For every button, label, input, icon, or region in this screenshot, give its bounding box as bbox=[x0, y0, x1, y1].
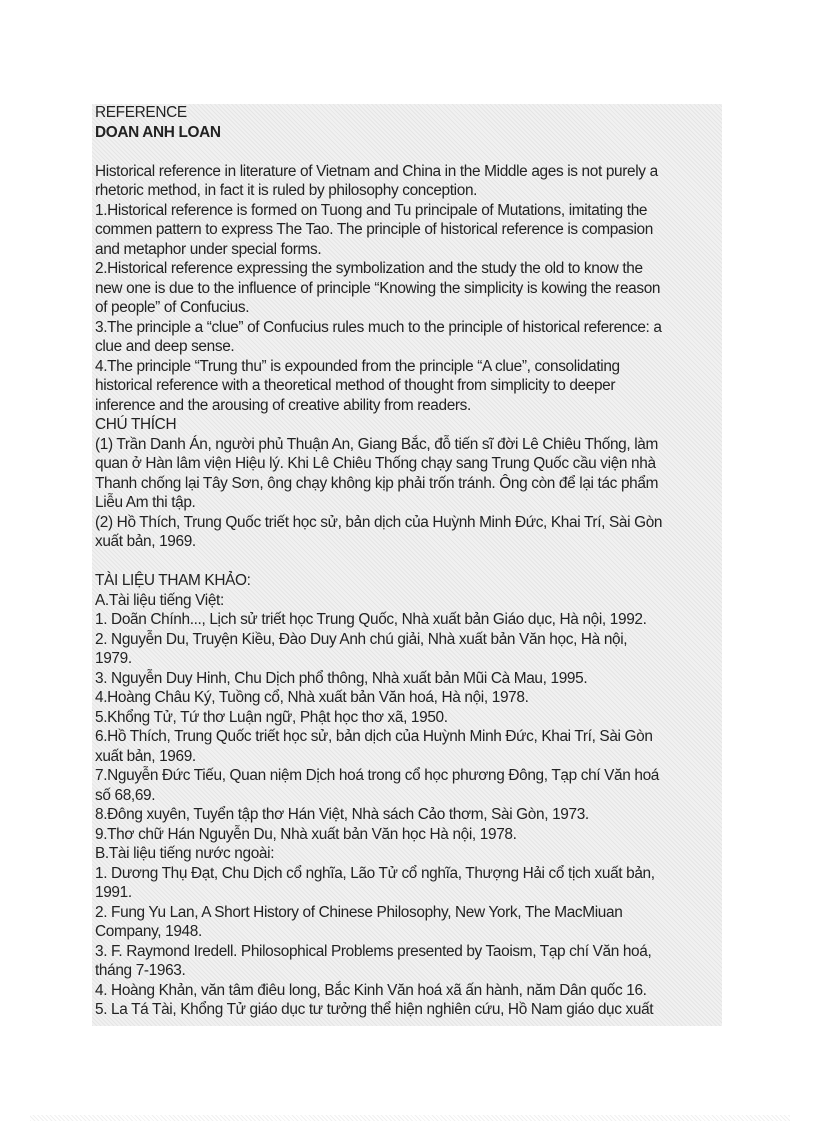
text-line: 3. Nguyễn Duy Hinh, Chu Dịch phổ thông, Nhà xuất bản Mũi Cà Mau, 1995. bbox=[95, 669, 588, 687]
note-2 bbox=[95, 513, 725, 552]
section-a-title: A.Tài liệu tiếng Việt: bbox=[95, 591, 224, 609]
text-line: Company, 1948. bbox=[95, 923, 202, 940]
text-line: (2) Hồ Thích, Trung Quốc triết học sử, bản dịch của Huỳnh Minh Đức, Khai Trí, Sài Gòn bbox=[95, 513, 663, 531]
reference-a-3 bbox=[95, 669, 725, 689]
abstract-point-1 bbox=[95, 201, 725, 260]
text-line: (1) Trần Danh Án, người phủ Thuận An, Giang Bắc, đỗ tiến sĩ đời Lê Chiêu Thống, làm bbox=[95, 435, 658, 453]
reference-label: REFERENCE bbox=[95, 104, 187, 121]
section-b-title: B.Tài liệu tiếng nước ngoài: bbox=[95, 845, 275, 862]
text-line: 4.The principle “Trung thu” is expounded from the principle “A clue”, consolidating bbox=[95, 357, 620, 375]
text-line: 2. Fung Yu Lan, A Short History of Chinese Philosophy, New York, The MacMiuan bbox=[95, 903, 623, 921]
text-line: số 68,69. bbox=[95, 786, 156, 804]
text-line: xuất bản, 1969. bbox=[95, 747, 196, 765]
abstract-point-4 bbox=[95, 357, 725, 416]
notes-heading: CHÚ THÍCH bbox=[95, 416, 177, 433]
reference-b-1 bbox=[95, 864, 725, 903]
abstract-intro bbox=[95, 162, 725, 201]
text-line: rhetoric method, in fact it is ruled by philosophy conception. bbox=[95, 182, 478, 199]
text-line: 2. Nguyễn Du, Truyện Kiều, Đào Duy Anh chú giải, Nhà xuất bản Văn học, Hà nội, bbox=[95, 630, 628, 648]
spacer bbox=[95, 142, 725, 162]
text-line: 6.Hồ Thích, Trung Quốc triết học sử, bản dịch của Huỳnh Minh Đức, Khai Trí, Sài Gòn bbox=[95, 728, 653, 745]
spacer bbox=[95, 552, 725, 572]
text-line: 8.Đông xuyên, Tuyển tập thơ Hán Việt, Nhà sách Cảo thơm, Sài Gòn, 1973. bbox=[95, 806, 589, 823]
text-line: 4.Hoàng Châu Ký, Tuồng cổ, Nhà xuất bản Văn hoá, Hà nội, 1978. bbox=[95, 689, 529, 706]
reference-a-2 bbox=[95, 630, 725, 669]
reference-b-5 bbox=[95, 1000, 725, 1020]
abstract-point-3 bbox=[95, 318, 725, 357]
text-line: Thanh chống lại Tây Sơn, ông chạy không kịp phải trốn tránh. Ông còn để lại tác phẩm bbox=[95, 474, 659, 492]
text-line: new one is due to the influence of principle “Knowing the simplicity is kowing the reason bbox=[95, 279, 661, 297]
reference-a-9 bbox=[95, 825, 725, 845]
text-line: inference and the arousing of creative ability from readers. bbox=[95, 396, 471, 414]
text-line: 3. F. Raymond Iredell. Philosophical Problems presented by Taoism, Tạp chí Văn hoá, bbox=[95, 942, 652, 960]
text-line: 1979. bbox=[95, 650, 132, 667]
reference-a-5 bbox=[95, 708, 725, 728]
text-line: clue and deep sense. bbox=[95, 338, 235, 355]
text-line: 7.Nguyễn Đức Tiếu, Quan niệm Dịch hoá trong cổ học phương Đông, Tạp chí Văn hoá bbox=[95, 767, 660, 784]
reference-b-2 bbox=[95, 903, 725, 942]
reference-a-1 bbox=[95, 610, 725, 630]
reference-b-3 bbox=[95, 942, 725, 981]
text-line: 2.Historical reference expressing the symbolization and the study the old to know the bbox=[95, 260, 643, 277]
text-line: Liễu Am thi tập. bbox=[95, 494, 196, 511]
abstract-point-2 bbox=[95, 259, 725, 318]
author-name: DOAN ANH LOAN bbox=[95, 123, 221, 141]
reference-a-4 bbox=[95, 688, 725, 708]
note-1 bbox=[95, 435, 725, 513]
text-line: quan ở Hàn lâm viện Hiệu lý. Khi Lê Chiêu Thống chạy sang Trung Quốc cầu viện nhà bbox=[95, 455, 656, 472]
text-line: 1. Doãn Chính..., Lịch sử triết học Trung Quốc, Nhà xuất bản Giáo dục, Hà nội, 1992. bbox=[95, 611, 647, 628]
document-content bbox=[95, 103, 725, 1020]
text-line: 5.Khổng Tử, Tứ thơ Luận ngữ, Phật học thơ xã, 1950. bbox=[95, 708, 448, 726]
reference-a-8 bbox=[95, 805, 725, 825]
text-line: 9.Thơ chữ Hán Nguyễn Du, Nhà xuất bản Văn học Hà nội, 1978. bbox=[95, 825, 517, 843]
text-line: of people” of Confucius. bbox=[95, 299, 250, 316]
text-line: Historical reference in literature of Vietnam and China in the Middle ages is not purely a bbox=[95, 162, 658, 180]
reference-a-6 bbox=[95, 727, 725, 766]
text-line: historical reference with a theoretical method of thought from simplicity to deeper bbox=[95, 377, 616, 394]
text-line: 5. La Tá Tài, Khổng Tử giáo dục tư tưởng thể hiện nghiên cứu, Hồ Nam giáo dục xuất bbox=[95, 1001, 654, 1018]
text-line: commen pattern to express The Tao. The principle of historical reference is compasion bbox=[95, 221, 653, 238]
text-line: 3.The principle a “clue” of Confucius rules much to the principle of historical reference: a bbox=[95, 318, 662, 336]
text-line: 1991. bbox=[95, 884, 132, 901]
text-line: and metaphor under special forms. bbox=[95, 240, 322, 258]
text-line: xuất bản, 1969. bbox=[95, 533, 196, 550]
text-line: tháng 7-1963. bbox=[95, 962, 186, 979]
reference-a-7 bbox=[95, 766, 725, 805]
text-line: 1.Historical reference is formed on Tuong and Tu principale of Mutations, imitating the bbox=[95, 201, 648, 219]
references-heading: TÀI LIỆU THAM KHẢO: bbox=[95, 572, 251, 589]
bottom-texture-band bbox=[30, 1115, 790, 1121]
text-line: 4. Hoàng Khản, văn tâm điêu long, Bắc Kinh Văn hoá xã ấn hành, năm Dân quốc 16. bbox=[95, 981, 647, 999]
reference-b-4 bbox=[95, 981, 725, 1001]
text-line: 1. Dương Thụ Đạt, Chu Dịch cổ nghĩa, Lão Tử cổ nghĩa, Thượng Hải cổ tịch xuất bản, bbox=[95, 864, 655, 882]
